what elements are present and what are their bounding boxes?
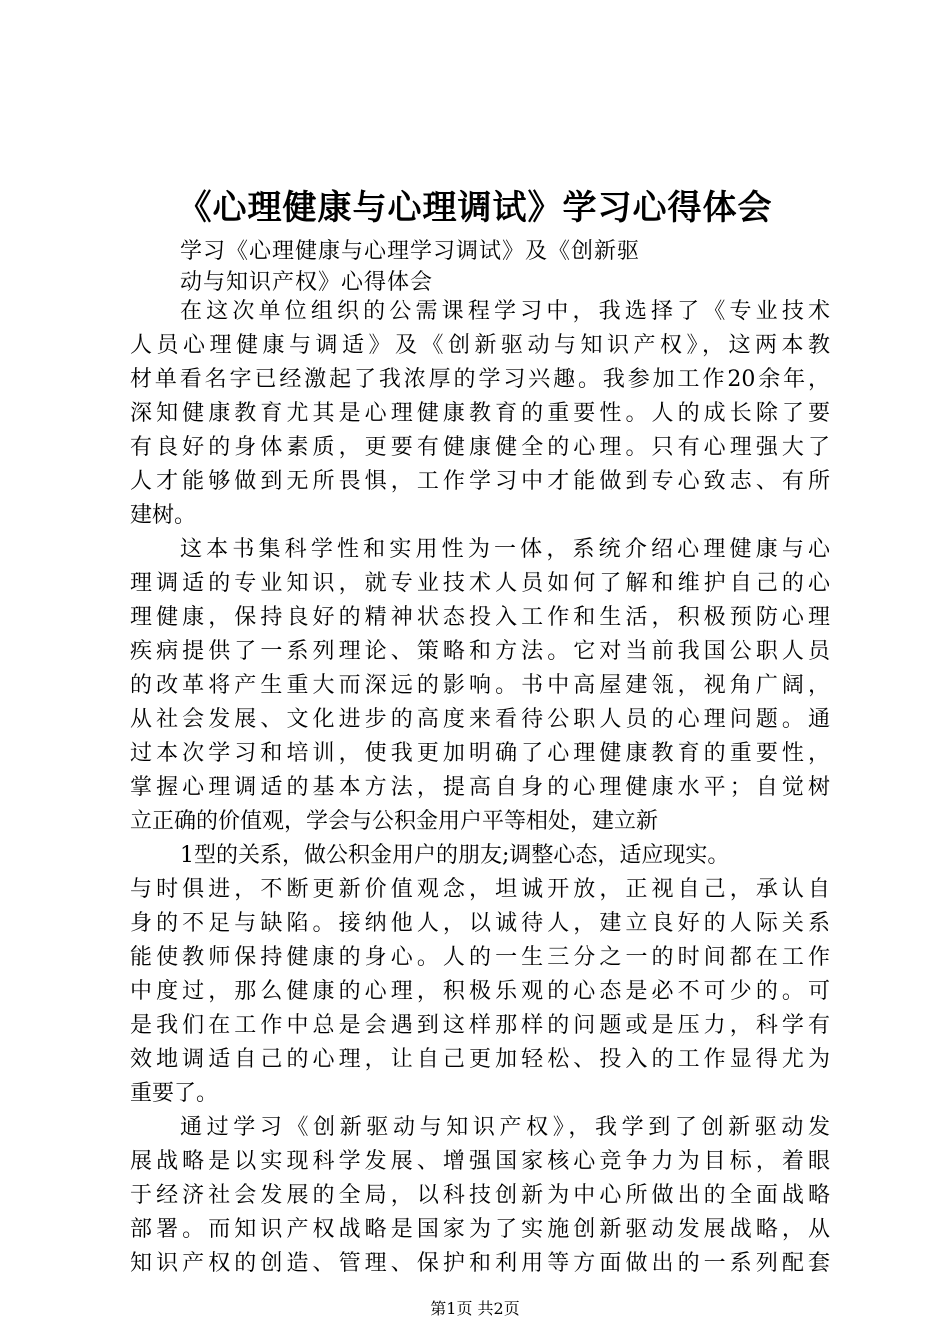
paragraph-line: 掌握心理调适的基本方法，提高自身的心理健康水平；自觉树	[130, 775, 830, 800]
paragraph-line: 过本次学习和培训，使我更加明确了心理健康教育的重要性，	[130, 741, 830, 766]
page-footer: 第1页 共2页	[430, 1299, 520, 1318]
paragraph-line: 疾病提供了一系列理论、策略和方法。它对当前我国公职人员	[130, 639, 830, 664]
paragraph-line: 能使教师保持健康的身心。人的一生三分之一的时间都在工作	[130, 945, 830, 970]
paragraph-line: 1型的关系，做公积金用户的朋友;调整心态，适应现实。	[180, 843, 730, 868]
paragraph-line: 与时俱进，不断更新价值观念，坦诚开放，正视自己，承认自	[130, 877, 830, 902]
paragraph-line: 在这次单位组织的公需课程学习中，我选择了《专业技术	[180, 299, 830, 324]
subtitle-line: 动与知识产权》心得体会	[180, 270, 434, 295]
paragraph-line: 中度过，那么健康的心理，积极乐观的心态是必不可少的。可	[130, 979, 830, 1004]
paragraph-line: 重要了。	[130, 1081, 219, 1106]
paragraph-line: 理健康，保持良好的精神状态投入工作和生活，积极预防心理	[130, 605, 830, 630]
page-title: 《心理健康与心理调试》学习心得体会	[177, 188, 773, 228]
paragraph-line: 有良好的身体素质，更要有健康健全的心理。只有心理强大了	[130, 435, 830, 460]
paragraph-line: 人才能够做到无所畏惧，工作学习中才能做到专心致志、有所	[130, 469, 830, 494]
paragraph-line: 于经济社会发展的全局，以科技创新为中心所做出的全面战略	[130, 1183, 830, 1208]
paragraph-line: 建树。	[130, 503, 197, 528]
paragraph-line: 效地调适自己的心理，让自己更加轻松、投入的工作显得尤为	[130, 1047, 830, 1072]
paragraph-line: 的改革将产生重大而深远的影响。书中高屋建瓴，视角广阔，	[130, 673, 830, 698]
paragraph-line: 部署。而知识产权战略是国家为了实施创新驱动发展战略，从	[130, 1217, 830, 1242]
paragraph-line: 这本书集科学性和实用性为一体，系统介绍心理健康与心	[180, 537, 830, 562]
paragraph-line: 立正确的价值观，学会与公积金用户平等相处，建立新	[130, 809, 659, 834]
subtitle-line: 学习《心理健康与心理学习调试》及《创新驱	[180, 239, 641, 264]
paragraph-line: 是我们在工作中总是会遇到这样那样的问题或是压力，科学有	[130, 1013, 830, 1038]
paragraph-line: 人员心理健康与调适》及《创新驱动与知识产权》，这两本教	[130, 333, 830, 358]
paragraph-line: 通过学习《创新驱动与知识产权》，我学到了创新驱动发	[180, 1115, 830, 1140]
paragraph-line: 深知健康教育尤其是心理健康教育的重要性。人的成长除了要	[130, 401, 830, 426]
paragraph-line: 身的不足与缺陷。接纳他人，以诚待人，建立良好的人际关系	[130, 911, 830, 936]
paragraph-line: 展战略是以实现科学发展、增强国家核心竞争力为目标，着眼	[130, 1149, 830, 1174]
paragraph-line: 从社会发展、文化进步的高度来看待公职人员的心理问题。通	[130, 707, 830, 732]
paragraph-line: 材单看名字已经激起了我浓厚的学习兴趣。我参加工作20余年，	[130, 367, 830, 392]
paragraph-line: 理调适的专业知识，就专业技术人员如何了解和维护自己的心	[130, 571, 830, 596]
paragraph-line: 知识产权的创造、管理、保护和利用等方面做出的一系列配套	[130, 1251, 830, 1276]
